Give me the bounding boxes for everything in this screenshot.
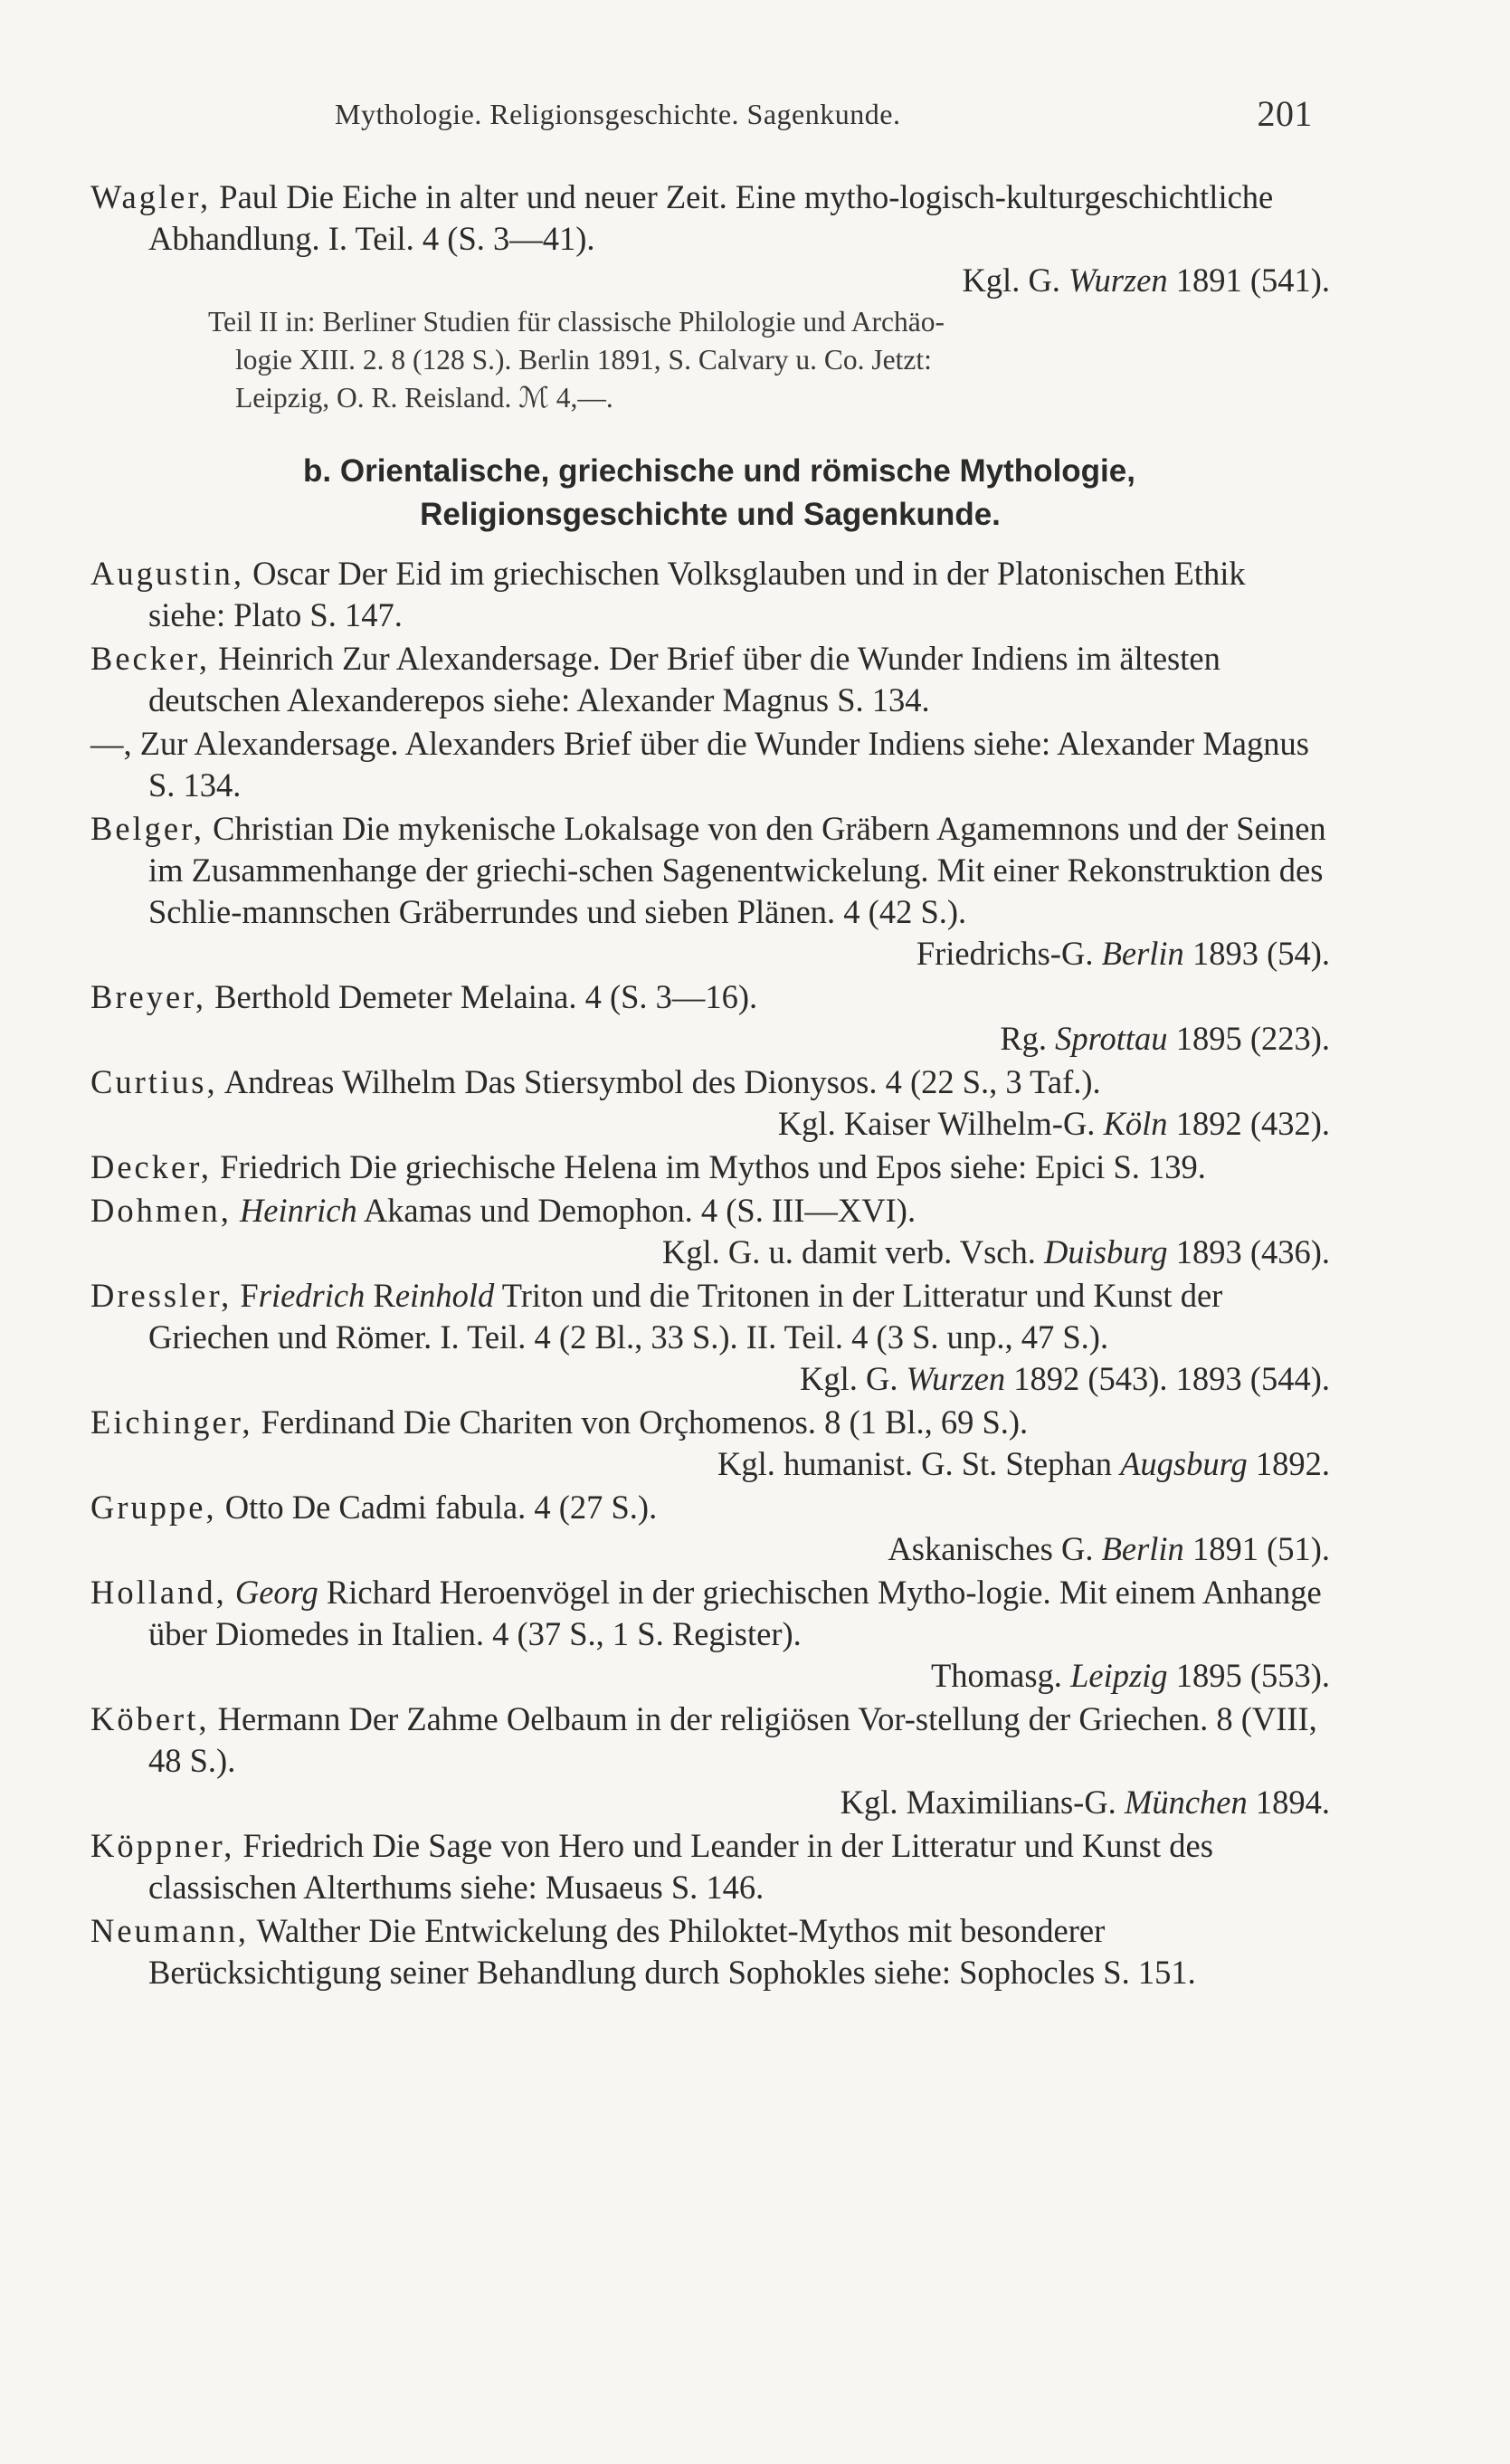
entry-name: Friedrich [242,1827,365,1864]
bibliography-entry [90,1910,1330,1993]
bibliography-entry [90,1572,1330,1697]
entry-name-italic: Georg [234,1574,318,1611]
entry-text: Zur Alexandersage. Alexanders Brief über die Wunder Indiens siehe: Alexander Magnus S. 134. [139,725,1309,804]
entry-name: Friedrich Reinhold [240,1277,495,1314]
entry-author: Köbert, [90,1700,210,1737]
entry-name: Walther [256,1912,361,1949]
page-header [335,93,1313,143]
entry-name: Christian [213,810,334,847]
entry-author: Holland, [90,1574,227,1611]
entry-author: Neumann, [90,1912,250,1949]
entry-dash: —, [90,725,132,762]
entry-text: Demeter Melaina. 4 (S. 3—16). [337,978,758,1015]
entry-name: Paul [219,178,279,215]
entry-name: Heinrich [239,1192,357,1229]
entry-publication: Kgl. G. Wurzen 1891 (541). [962,262,1330,299]
section-heading: b. Orientalische, griechische und römische Mythologie, Religionsgeschichte und Sagenkunde. [303,453,1135,532]
bibliography-entry [90,1061,1330,1145]
entry-name: Heinrich [218,640,334,677]
bibliography-entry [90,1146,1330,1188]
entry-publication: Kgl. G. Wurzen 1892 (543). 1893 (544). [800,1360,1330,1397]
page-body [90,176,1330,1995]
entry-name: Ferdinand [261,1403,395,1441]
entry-text: De Cadmi fabula. 4 (27 S.). [291,1489,658,1526]
note-line: Teil II in: Berliner Studien für classische Philologie und Archäo- [208,306,945,338]
bibliography-entry [90,808,1330,975]
bibliography-entry [90,1275,1330,1400]
entry-author: Eichinger, [90,1403,253,1441]
entry-text: Die griechische Helena im Mythos und Epos siehe: Epici S. 139. [349,1148,1206,1185]
entry-note [90,303,1330,417]
entry-publication: Kgl. Maximilians-G. München 1894. [840,1784,1330,1821]
entry-text: Die Entwickelung des Philoktet-Mythos mit besonderer Berücksichtigung seiner Behandlung durch Sophokles siehe: Sophocles S. 151. [148,1912,1196,1991]
entry-text: Akamas und Demophon. 4 (S. III—XVI). [363,1192,916,1229]
note-line: Leipzig, O. R. Reisland. ℳ 4,—. [235,382,613,414]
entry-publication: Friedrichs-G. Berlin 1893 (54). [916,935,1330,972]
bibliography-entry [90,1190,1330,1273]
entry-publication: Kgl. G. u. damit verb. Vsch. Duisburg 1893 (436). [661,1233,1330,1270]
entry-author: Dressler, [90,1277,233,1314]
bibliography-entry [90,723,1330,806]
entry-name: Oscar [252,555,330,592]
entry-name: Andreas Wilhelm [223,1063,457,1100]
entry-author: Augustin, [90,555,244,592]
entry-author: Breyer, [90,978,206,1015]
entry-author: Belger, [90,810,204,847]
entry-text: Die Chariten von Orçhomenos. 8 (1 Bl., 69 S.). [403,1403,1029,1441]
bibliography-entry [90,553,1330,636]
entry-author: Decker, [90,1148,213,1185]
entry-text: Das Stiersymbol des Dionysos. 4 (22 S., 3 Taf.). [464,1063,1101,1100]
entry-name: Friedrich [220,1148,341,1185]
entry-publication: Kgl. Kaiser Wilhelm-G. Köln 1892 (432). [777,1105,1330,1142]
entry-text: Der Zahme Oelbaum in der religiösen Vor-stellung der Griechen. 8 (VIII, 48 S.). [148,1700,1317,1779]
entry-author: Köppner, [90,1827,235,1864]
entry-author: Dohmen, [90,1192,232,1229]
entry-publication: Kgl. humanist. G. St. Stephan Augsburg 1892. [717,1445,1330,1482]
entry-publication: Rg. Sprottau 1895 (223). [1000,1020,1330,1057]
bibliography-entry [90,1487,1330,1570]
entry-text: Heroenvögel in der griechischen Mytho-logie. Mit einem Anhange über Diomedes in Italien. 4 (37 S., 1 S. Register). [148,1574,1322,1652]
entry-text: Zur Alexandersage. Der Brief über die Wunder Indiens im ältesten deutschen Alexanderepos siehe: Alexander Magnus S. 134. [148,640,1220,718]
bibliography-entry [90,1825,1330,1908]
entry-name: Otto [224,1489,284,1526]
note-line: logie XIII. 2. 8 (128 S.). Berlin 1891, S. Calvary u. Co. Jetzt: [235,344,932,376]
bibliography-entry [90,1698,1330,1823]
entry-publication: Thomasg. Leipzig 1895 (553). [930,1657,1330,1694]
bibliography-entry [90,176,1330,301]
entry-name: Richard [326,1574,432,1611]
entry-text: Der Eid im griechischen Volksglauben und in der Platonischen Ethik siehe: Plato S. 147. [148,555,1246,633]
entry-name: Hermann [217,1700,341,1737]
entry-author: Gruppe, [90,1489,217,1526]
bibliography-entry [90,976,1330,1060]
bibliography-entry [90,1402,1330,1485]
bibliography-entry [90,638,1330,721]
entry-name: Berthold [214,978,330,1015]
entry-author: Wagler, [90,178,212,215]
entry-text: Die mykenische Lokalsage von den Gräbern Agamemnons und der Seinen im Zusammenhange der griechi-schen Sagenentwickelung. Mit einer Rekonstruktion des Schlie-mannschen Gräberrundes und sieben Plänen. 4 (42 S.). [148,810,1326,930]
entry-author: Curtius, [90,1063,218,1100]
running-title: Mythologie. Religionsgeschichte. Sagenkunde. [335,98,901,130]
entry-author: Becker, [90,640,211,677]
entry-publication: Askanisches G. Berlin 1891 (51). [888,1530,1330,1567]
entry-text: Die Eiche in alter und neuer Zeit. Eine mytho-logisch-kulturgeschichtliche Abhandlung. I. Teil. 4 (S. 3—41). [148,178,1274,257]
entry-text: Triton und die Tritonen in der Litteratur und Kunst der Griechen und Römer. I. Teil. 4 (2 Bl., 33 S.). II. Teil. 4 (3 S. unp., 47 S.). [148,1277,1223,1356]
entry-text: Die Sage von Hero und Leander in der Litteratur und Kunst des classischen Alterthums siehe: Musaeus S. 146. [148,1827,1213,1906]
page-number: 201 [1257,93,1313,134]
